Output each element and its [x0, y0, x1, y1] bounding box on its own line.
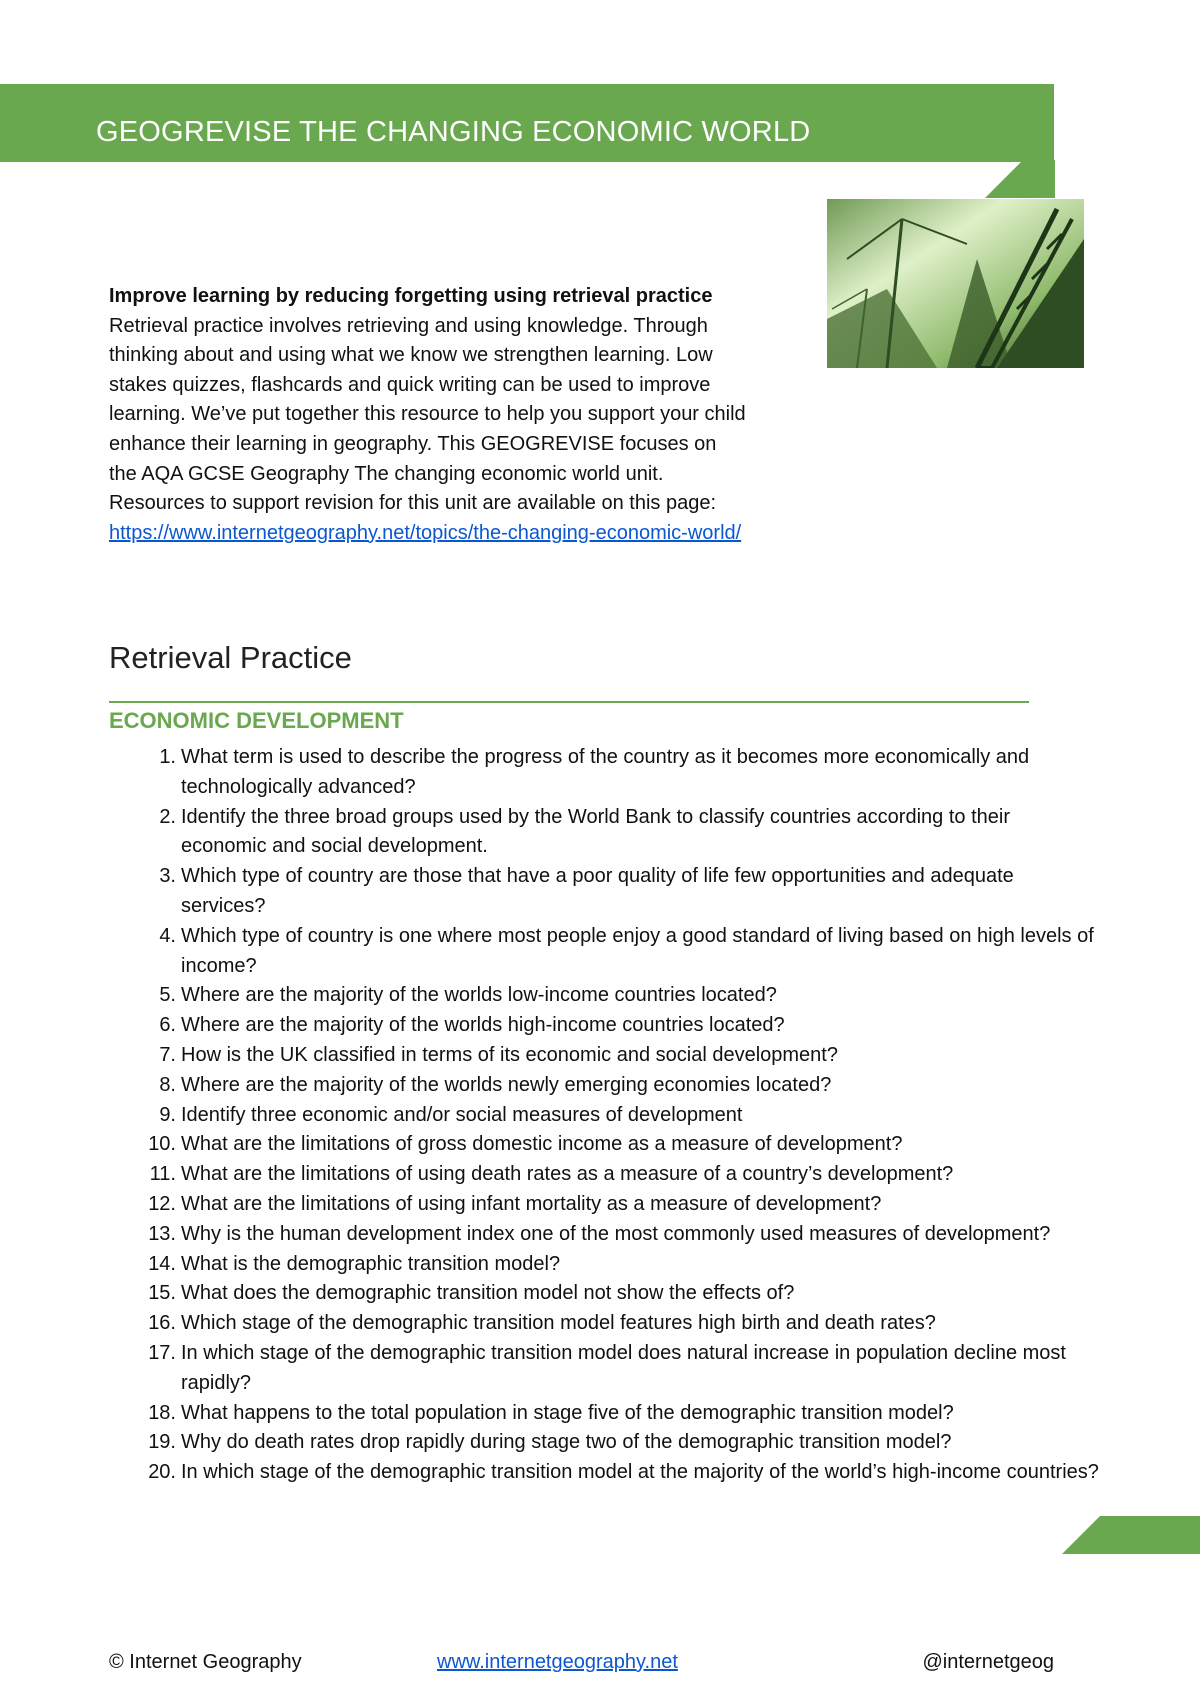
question-number: 5. [159, 984, 176, 1007]
question-item [109, 981, 1099, 1011]
question-item [109, 1011, 1099, 1041]
question-item [109, 1279, 1099, 1309]
question-text: How is the UK classified in terms of its economic and social development? [181, 1043, 838, 1066]
question-number: 6. [159, 1014, 176, 1037]
question-number: 18. [148, 1401, 176, 1424]
question-text: Why do death rates drop rapidly during stage two of the demographic transition model? [181, 1431, 952, 1454]
question-text: What is the demographic transition model? [181, 1252, 561, 1275]
question-number: 7. [159, 1043, 176, 1066]
question-item [109, 1250, 1099, 1280]
question-number: 20. [148, 1461, 176, 1484]
question-item [109, 1160, 1099, 1190]
question-text: Which type of country are those that have a poor quality of life few opportunities and adequate services? [181, 865, 1014, 917]
question-text: Which stage of the demographic transition model features high birth and death rates? [181, 1312, 936, 1335]
question-number: 10. [148, 1133, 176, 1156]
question-text: What does the demographic transition model not show the effects of? [181, 1282, 795, 1305]
question-text: Identify the three broad groups used by the World Bank to classify countries according to their economic and social development. [181, 805, 1010, 858]
question-item [109, 1130, 1099, 1160]
question-number: 15. [148, 1282, 176, 1305]
question-number: 8. [159, 1073, 176, 1096]
question-item [109, 1458, 1099, 1488]
question-number: 14. [148, 1252, 176, 1275]
question-item [109, 922, 1099, 982]
question-item [109, 1101, 1099, 1131]
question-number: 12. [148, 1192, 176, 1215]
question-item [109, 1428, 1099, 1458]
question-number: 17. [148, 1341, 176, 1364]
question-item [109, 1190, 1099, 1220]
question-text: Where are the majority of the worlds low-income countries located? [181, 984, 777, 1007]
question-text: What are the limitations of gross domestic income as a measure of development? [181, 1133, 903, 1156]
question-number: 16. [148, 1312, 176, 1335]
sub-heading: ECONOMIC DEVELOPMENT [109, 708, 404, 733]
question-text: What are the limitations of using infant mortality as a measure of development? [181, 1192, 882, 1215]
question-text: In which stage of the demographic transition model does natural increase in population decline most rapidly? [181, 1341, 1066, 1394]
question-item [109, 803, 1099, 863]
intro-heading: Improve learning by reducing forgetting using retrieval practice [109, 285, 713, 307]
question-text: Why is the human development index one of the most commonly used measures of development? [181, 1222, 1051, 1245]
question-item [109, 1220, 1099, 1250]
question-number: 13. [148, 1222, 176, 1245]
question-number: 9. [159, 1103, 176, 1126]
question-item [109, 1041, 1099, 1071]
question-text: What are the limitations of using death rates as a measure of a country’s development? [181, 1163, 954, 1186]
question-list [109, 743, 1099, 1488]
question-text: Identify three economic and/or social measures of development [181, 1103, 743, 1126]
question-item [109, 1071, 1099, 1101]
question-item [109, 1339, 1099, 1399]
footer-website-link[interactable]: www.internetgeography.net [437, 1651, 678, 1673]
footer-social-handle: @internetgeog [922, 1651, 1054, 1673]
intro-body: Retrieval practice involves retrieving and using knowledge. Through thinking about and using what we know we strengthen learning. Low stakes quizzes, flashcards and quick writing can be used to improve learning. We’ve put together this resource to help you support your child enhance their learning in geography. This GEOGREVISE focuses on the AQA GCSE Geography The changing economic world unit. Resources to support revision for this unit are available on this page: [109, 314, 746, 515]
unit-resources-link[interactable]: https://www.internetgeography.net/topics/the-changing-economic-world/ [109, 521, 742, 544]
question-number: 19. [148, 1431, 176, 1454]
question-text: In which stage of the demographic transition model at the majority of the world’s high-income countries? [181, 1461, 1099, 1484]
page-title: GEOGREVISE THE CHANGING ECONOMIC WORLD [96, 116, 811, 148]
question-text: Which type of country is one where most people enjoy a good standard of living based on high levels of income? [181, 924, 1094, 977]
question-text: Where are the majority of the worlds newly emerging economies located? [181, 1073, 832, 1096]
question-number: 2. [159, 805, 176, 828]
question-number: 4. [159, 924, 176, 947]
question-item [109, 1309, 1099, 1339]
question-number: 11. [149, 1163, 176, 1186]
question-item [109, 862, 1099, 922]
intro-block [109, 282, 749, 548]
construction-cranes-image [827, 199, 1084, 368]
question-text: What happens to the total population in stage five of the demographic transition model? [181, 1401, 954, 1424]
question-item [109, 1399, 1099, 1429]
footer-copyright: © Internet Geography [109, 1651, 302, 1673]
question-item [109, 743, 1099, 803]
question-number: 3. [159, 865, 176, 888]
question-number: 1. [159, 746, 176, 768]
question-text: What term is used to describe the progress of the country as it becomes more economically and technologically advanced? [181, 746, 1030, 798]
banner-fold-shape [985, 160, 1055, 198]
corner-accent-shape [1062, 1516, 1200, 1554]
question-text: Where are the majority of the worlds high-income countries located? [181, 1014, 785, 1037]
section-divider [109, 701, 1029, 703]
section-title: Retrieval Practice [109, 640, 352, 675]
